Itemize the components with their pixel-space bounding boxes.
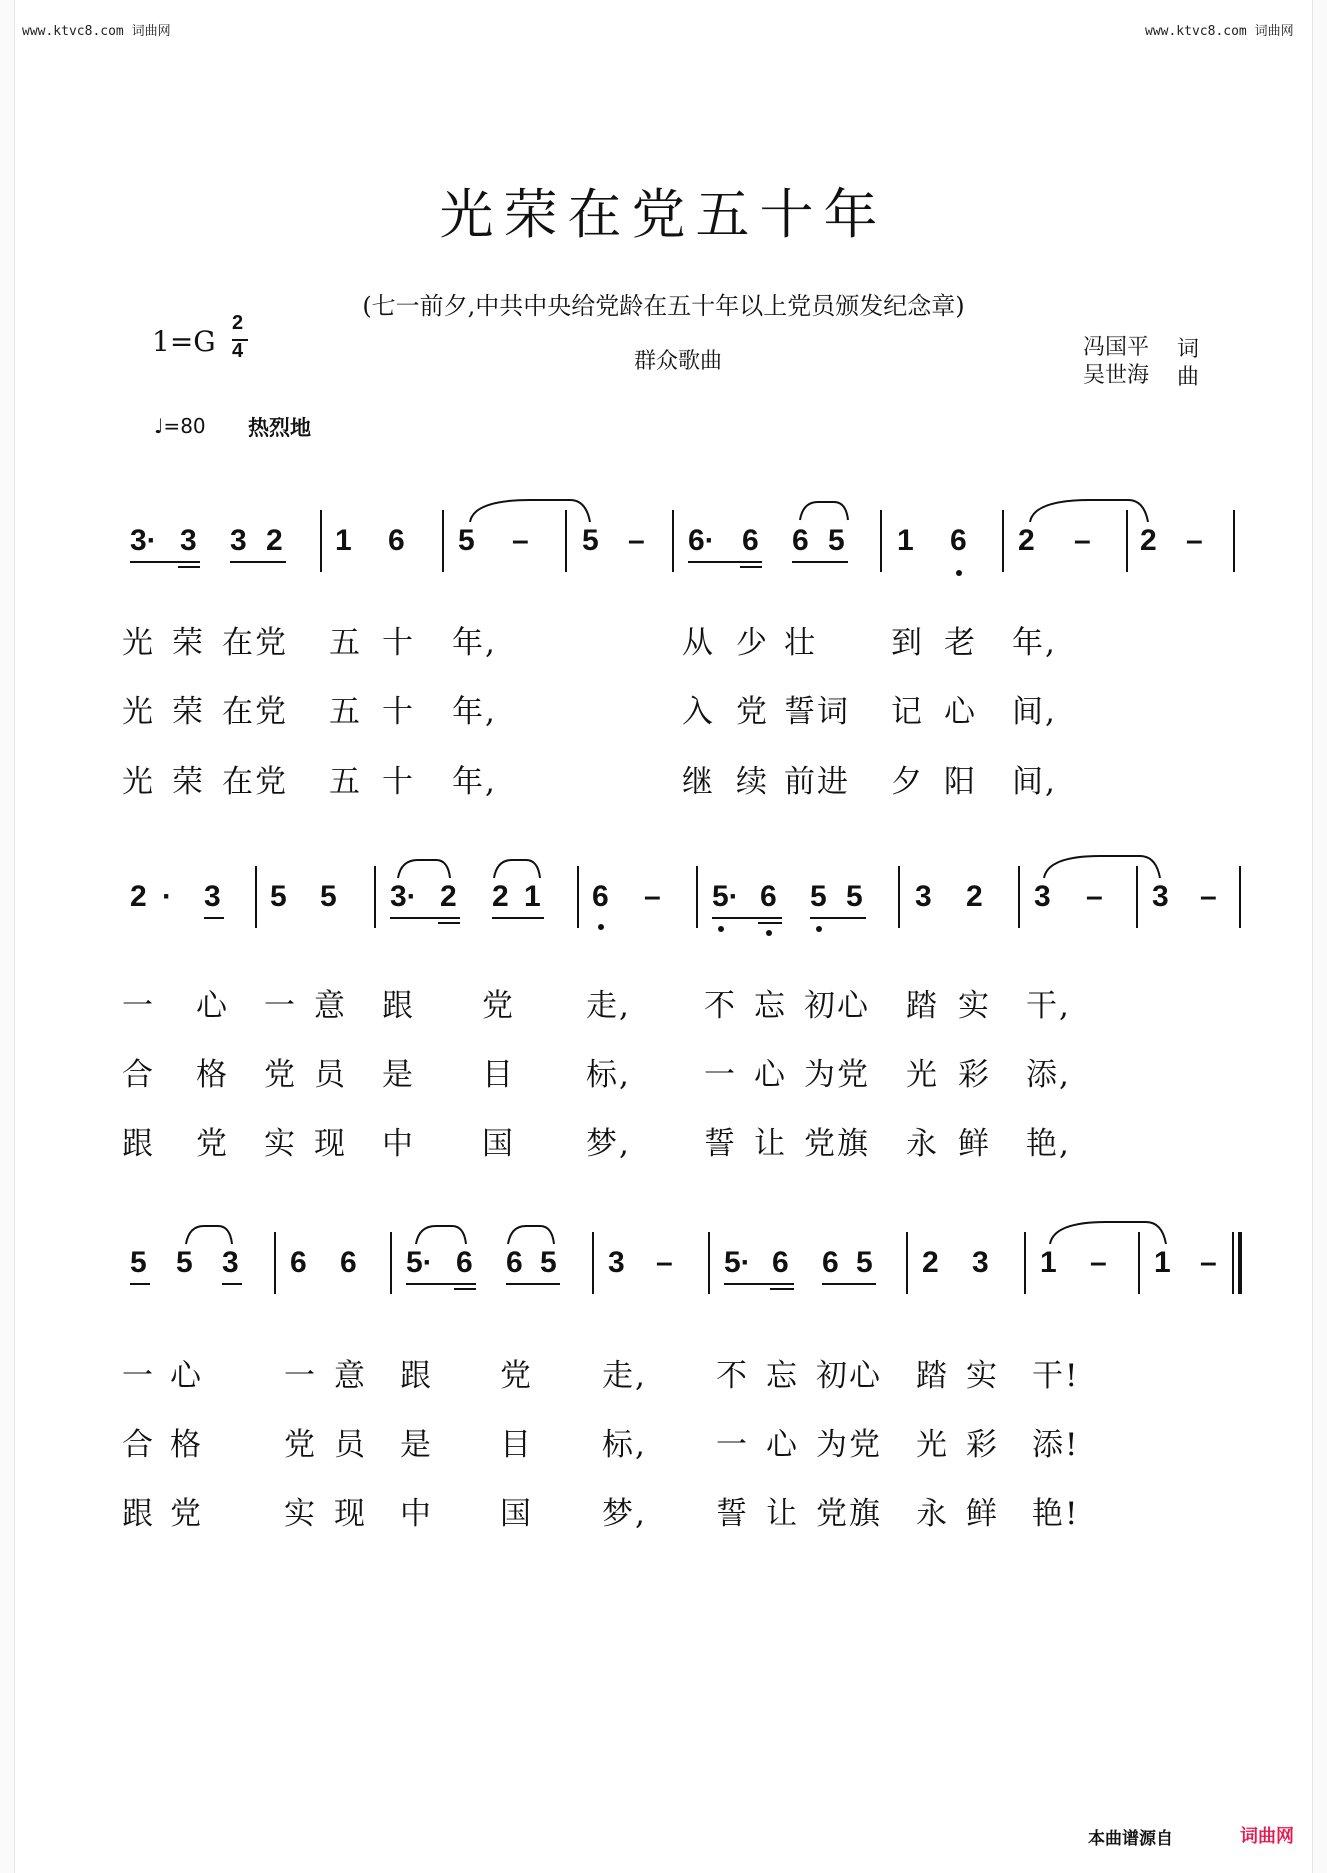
composer: 吴世海 [1083, 363, 1150, 388]
note: 6· [688, 524, 715, 557]
note: 2 [1140, 524, 1157, 557]
lyric-syllable: 一 [122, 988, 155, 1024]
lyric-syllable: 入 [682, 694, 715, 730]
song-subtitle: (七一前夕,中共中央给党龄在五十年以上党员颁发纪念章) [362, 292, 965, 320]
lyric-syllable: 实 [958, 988, 991, 1024]
lyric-syllable: 在党 [222, 625, 288, 661]
lyric-syllable: 到 [891, 625, 924, 661]
lyric-syllable: 少 [736, 625, 769, 661]
lyric-syllable: 踏 [906, 988, 939, 1024]
lyric-syllable: 初心 [804, 988, 870, 1024]
note: 5 [540, 1246, 557, 1279]
note: 6 [456, 1246, 473, 1279]
lyric-syllable: 鲜 [958, 1126, 991, 1162]
note: 2 [966, 880, 983, 913]
lyric-syllable: 中 [382, 1126, 415, 1162]
lyric-syllable: 走, [586, 988, 631, 1024]
watermark-left: www.ktvc8.com 词曲网 [22, 24, 171, 39]
lyric-syllable: 不 [716, 1358, 749, 1394]
lyric-syllable: 党旗 [816, 1496, 882, 1532]
lyric-syllable: 跟 [382, 988, 415, 1024]
note: 5 [458, 524, 475, 557]
lyric-syllable: 中 [400, 1496, 433, 1532]
note: 2 [266, 524, 283, 557]
lyric-syllable: 心 [754, 1057, 787, 1093]
lyric-syllable: 记 [891, 694, 924, 730]
lyric-syllable: 合 [122, 1057, 155, 1093]
lyric-syllable: 员 [314, 1057, 347, 1093]
lyric-syllable: 荣 [172, 764, 205, 800]
lyric-syllable: 年, [452, 764, 497, 800]
note: 3 [1034, 880, 1051, 913]
note: 5 [856, 1246, 873, 1279]
lyric-syllable: 一 [264, 988, 297, 1024]
lyric-syllable: 格 [196, 1057, 229, 1093]
lyric-syllable: 誓 [704, 1126, 737, 1162]
lyric-syllable: 壮 [784, 625, 817, 661]
lyric-syllable: 十 [382, 625, 415, 661]
lyric-syllable: 光 [906, 1057, 939, 1093]
note: 1 [1154, 1246, 1171, 1279]
lyric-syllable: 添, [1026, 1057, 1071, 1093]
lyric-syllable: 实 [966, 1358, 999, 1394]
lyric-syllable: 心 [944, 694, 977, 730]
lyric-syllable: 继 [682, 764, 715, 800]
footer-source: 本曲谱源自 [1088, 1829, 1173, 1849]
lyric-syllable: 是 [400, 1427, 433, 1463]
lyricist-role: 词 [1177, 337, 1200, 362]
slur [416, 1226, 466, 1244]
note: 5 [582, 524, 599, 557]
lyric-syllable: 在党 [222, 764, 288, 800]
lyric-syllable: 实 [264, 1126, 297, 1162]
tie [1050, 1222, 1166, 1244]
key-signature: 1=G [152, 325, 216, 358]
note: – [1086, 880, 1103, 913]
note: – [628, 524, 645, 557]
lyric-syllable: 让 [766, 1496, 799, 1532]
lyric-syllable: 党 [482, 988, 515, 1024]
note: 5· [406, 1246, 433, 1279]
lyric-syllable: 荣 [172, 694, 205, 730]
note: · [162, 880, 172, 913]
lyric-syllable: 格 [170, 1427, 203, 1463]
note: 6 [340, 1246, 357, 1279]
note: 5· [724, 1246, 751, 1279]
lyric-syllable: 跟 [122, 1126, 155, 1162]
note: 2 [922, 1246, 939, 1279]
lyric-syllable: 忘 [766, 1358, 799, 1394]
lyric-syllable: 员 [334, 1427, 367, 1463]
note: 6 [742, 524, 759, 557]
time-signature-bottom: 4 [232, 340, 244, 362]
lyric-syllable: 阳 [944, 764, 977, 800]
lyric-syllable: 五 [329, 625, 362, 661]
lyric-syllable: 永 [906, 1126, 939, 1162]
note: – [1200, 880, 1217, 913]
note: – [512, 524, 529, 557]
note: 3 [972, 1246, 989, 1279]
lyric-syllable: 从 [682, 625, 715, 661]
note: 3 [915, 880, 932, 913]
lyric-syllable: 现 [334, 1496, 367, 1532]
lyric-syllable: 现 [314, 1126, 347, 1162]
note: 5 [130, 1246, 147, 1279]
lyric-syllable: 誓 [716, 1496, 749, 1532]
note: – [1074, 524, 1091, 557]
note: 3 [1152, 880, 1169, 913]
note: 1 [335, 524, 352, 557]
lyricist: 冯国平 [1083, 335, 1150, 360]
lyric-syllable: 党旗 [804, 1126, 870, 1162]
lyric-syllable: 党 [736, 694, 769, 730]
lyric-syllable: 党 [284, 1427, 317, 1463]
lyric-syllable: 国 [500, 1496, 533, 1532]
note: 3· [390, 880, 417, 913]
lyric-syllable: 跟 [122, 1496, 155, 1532]
note: 6 [506, 1246, 523, 1279]
lyric-syllable: 十 [382, 694, 415, 730]
note: 5 [846, 880, 863, 913]
expression-marking: 热烈地 [248, 415, 311, 440]
note: 1 [897, 524, 914, 557]
lyric-syllable: 梦, [602, 1496, 647, 1532]
song-title: 光荣在党五十年 [439, 183, 888, 246]
lyric-syllable: 光 [122, 625, 155, 661]
lyric-syllable: 不 [704, 988, 737, 1024]
lyric-syllable: 干! [1032, 1358, 1080, 1394]
lyric-syllable: 国 [482, 1126, 515, 1162]
lyric-syllable: 艳, [1026, 1126, 1071, 1162]
note: 2 [440, 880, 457, 913]
note: 3 [222, 1246, 239, 1279]
lyric-syllable: 初心 [816, 1358, 882, 1394]
lyric-syllable: 在党 [222, 694, 288, 730]
note: – [1186, 524, 1203, 557]
note: 1 [1040, 1246, 1057, 1279]
note: 5· [712, 880, 739, 913]
note: 3· [130, 524, 157, 557]
note: 5 [828, 524, 845, 557]
note: 5 [810, 880, 827, 913]
lyric-syllable: 党 [264, 1057, 297, 1093]
note: 6 [950, 524, 967, 557]
lyric-syllable: 一 [122, 1358, 155, 1394]
lyric-syllable: 忘 [754, 988, 787, 1024]
note: 5 [270, 880, 287, 913]
composer-role: 曲 [1177, 365, 1200, 390]
lyric-syllable: 荣 [172, 625, 205, 661]
lyric-syllable: 意 [314, 988, 347, 1024]
lyric-syllable: 续 [736, 764, 769, 800]
lyric-syllable: 五 [329, 694, 362, 730]
lyric-syllable: 踏 [916, 1358, 949, 1394]
lyric-syllable: 光 [122, 694, 155, 730]
note: 3 [204, 880, 221, 913]
note: 6 [592, 880, 609, 913]
footer-brand: 词曲网 [1240, 1826, 1294, 1847]
note: 5 [176, 1246, 193, 1279]
note: 6 [822, 1246, 839, 1279]
note: 5 [320, 880, 337, 913]
lyric-syllable: 目 [500, 1427, 533, 1463]
note: – [1200, 1246, 1217, 1279]
watermark-right: www.ktvc8.com 词曲网 [1145, 24, 1294, 39]
lyric-syllable: 年, [1012, 625, 1057, 661]
lyric-syllable: 彩 [958, 1057, 991, 1093]
note: 3 [608, 1246, 625, 1279]
lyric-syllable: 一 [284, 1358, 317, 1394]
lyric-syllable: 跟 [400, 1358, 433, 1394]
lyric-syllable: 心 [766, 1427, 799, 1463]
lyric-syllable: 是 [382, 1057, 415, 1093]
lyric-syllable: 心 [196, 988, 229, 1024]
lyric-syllable: 目 [482, 1057, 515, 1093]
lyric-syllable: 为党 [816, 1427, 882, 1463]
lyric-syllable: 前进 [784, 764, 850, 800]
lyric-syllable: 党 [500, 1358, 533, 1394]
slur [186, 1226, 232, 1244]
lyric-syllable: 标, [602, 1427, 647, 1463]
lyric-syllable: 走, [602, 1358, 647, 1394]
note: 6 [772, 1246, 789, 1279]
note: 6 [290, 1246, 307, 1279]
lyric-syllable: 梦, [586, 1126, 631, 1162]
slur [508, 1226, 554, 1244]
lyric-syllable: 合 [122, 1427, 155, 1463]
note: 6 [760, 880, 777, 913]
lyric-syllable: 添! [1032, 1427, 1080, 1463]
lyric-syllable: 让 [754, 1126, 787, 1162]
lyric-syllable: 一 [704, 1057, 737, 1093]
lyric-syllable: 党 [170, 1496, 203, 1532]
tempo-marking: ♩=80 [154, 414, 206, 438]
lyric-syllable: 彩 [966, 1427, 999, 1463]
note: – [656, 1246, 673, 1279]
note: 3 [180, 524, 197, 557]
note: – [644, 880, 661, 913]
lyric-syllable: 光 [916, 1427, 949, 1463]
lyric-syllable: 永 [916, 1496, 949, 1532]
lyric-syllable: 老 [944, 625, 977, 661]
lyric-syllable: 十 [382, 764, 415, 800]
lyric-syllable: 间, [1012, 694, 1057, 730]
lyric-syllable: 一 [716, 1427, 749, 1463]
lyric-syllable: 鲜 [966, 1496, 999, 1532]
lyric-syllable: 光 [122, 764, 155, 800]
note: 6 [388, 524, 405, 557]
lyric-syllable: 五 [329, 764, 362, 800]
lyric-syllable: 年, [452, 694, 497, 730]
time-signature-top: 2 [232, 312, 244, 334]
note: 1 [524, 880, 541, 913]
lyric-syllable: 实 [284, 1496, 317, 1532]
lyric-syllable: 夕 [891, 764, 924, 800]
note: 6 [792, 524, 809, 557]
lyric-syllable: 艳! [1032, 1496, 1080, 1532]
genre: 群众歌曲 [634, 349, 723, 374]
lyric-syllable: 心 [170, 1358, 203, 1394]
lyric-syllable: 干, [1026, 988, 1071, 1024]
lyric-syllable: 意 [334, 1358, 367, 1394]
note: 3 [230, 524, 247, 557]
lyric-syllable: 年, [452, 625, 497, 661]
lyric-syllable: 标, [586, 1057, 631, 1093]
lyric-syllable: 为党 [804, 1057, 870, 1093]
note: 2 [492, 880, 509, 913]
lyric-syllable: 誓词 [784, 694, 850, 730]
note: 2 [130, 880, 147, 913]
note: – [1090, 1246, 1107, 1279]
lyric-syllable: 党 [196, 1126, 229, 1162]
lyric-syllable: 间, [1012, 764, 1057, 800]
note: 2 [1018, 524, 1035, 557]
